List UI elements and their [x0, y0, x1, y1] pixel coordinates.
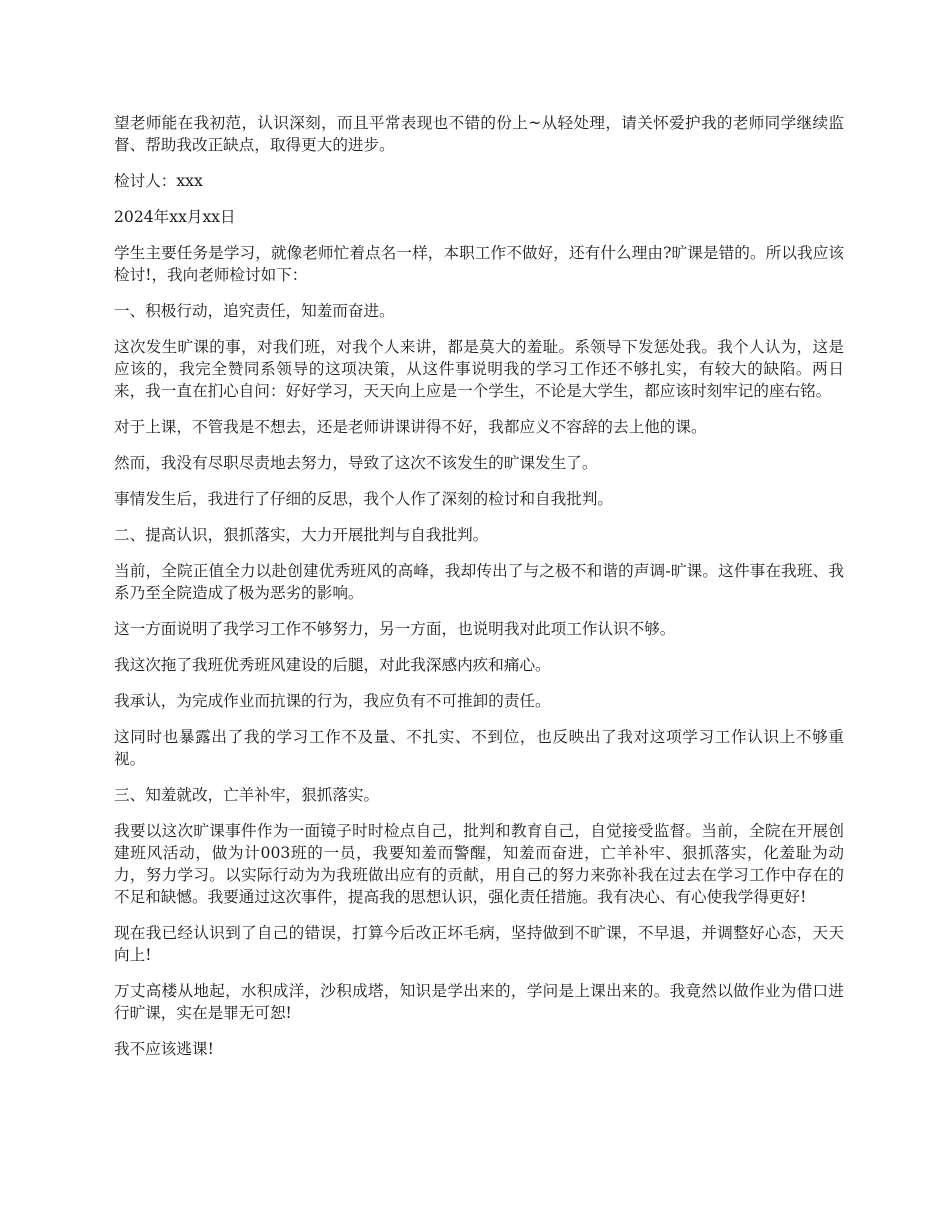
section-heading-1: 一、积极行动，追究责任，知羞而奋进。: [114, 302, 395, 320]
paragraph-body: 我这次拖了我班优秀班风建设的后腿，对此我深感内疚和痛心。: [114, 656, 551, 674]
paragraph-body: 这一方面说明了我学习工作不够努力，另一方面，也说明我对此项工作认识不够。: [114, 620, 676, 638]
paragraph-intro: 学生主要任务是学习，就像老师忙着点名一样，本职工作不做好，还有什么理由?旷课是错的。所以我应该检讨!，我向老师检讨如下：: [114, 244, 844, 284]
paragraph-body: 事情发生后，我进行了仔细的反思，我个人作了深刻的检讨和自我批判。: [114, 490, 614, 508]
document-page: [114, 112, 844, 1074]
paragraph-body: 我承认，为完成作业而抗课的行为，我应负有不可推卸的责任。: [114, 692, 551, 710]
paragraph-body: 然而，我没有尽职尽责地去努力，导致了这次不该发生的旷课发生了。: [114, 454, 598, 472]
paragraph-body: 我要以这次旷课事件作为一面镜子时时检点自己，批判和教育自己，自觉接受监督。当前，全院在开展创建班风活动，做为计003班的一员，我要知羞而警醒，知羞而奋进，亡羊补牢、狠抓落实，化羞耻为动力，努力学习。以实际行动为为我班做出应有的贡献，用自己的努力来弥补我在过去在学习工作中存在的不足和缺憾。我要通过这次事件，提高我的思想认识，强化责任措施。我有决心、有心使我学得更好!: [114, 822, 844, 906]
paragraph-body: 万丈高楼从地起，水积成洋，沙积成塔，知识是学出来的，学问是上课出来的。我竟然以做作业为借口进行旷课，实在是罪无可恕!: [114, 982, 844, 1022]
paragraph-body: 这次发生旷课的事，对我们班，对我个人来讲，都是莫大的羞耻。系领导下发惩处我。我个人认为，这是应该的，我完全赞同系领导的这项决策，从这件事说明我的学习工作还不够扎实，有较大的缺陷。两日来，我一直在扪心自问：好好学习，天天向上应是一个学生，不论是大学生，都应该时刻牢记的座右铭。: [114, 338, 844, 400]
paragraph-body: 当前，全院正值全力以赴创建优秀班风的高峰，我却传出了与之极不和谐的声调-旷课。这件事在我班、我系乃至全院造成了极为恶劣的影响。: [114, 562, 844, 602]
paragraph-closing-request: 望老师能在我初范，认识深刻，而且平常表现也不错的份上~从轻处理，请关怀爱护我的老师同学继续监督、帮助我改正缺点，取得更大的进步。: [114, 114, 844, 154]
section-heading-3: 三、知羞就改，亡羊补牢，狠抓落实。: [114, 786, 380, 804]
section-heading-2: 二、提高认识，狠抓落实，大力开展批判与自我批判。: [114, 526, 489, 544]
paragraph-final: 我不应该逃课!: [114, 1040, 214, 1058]
paragraph-body: 对于上课，不管我是不想去，还是老师讲课讲得不好，我都应义不容辞的去上他的课。: [114, 418, 707, 436]
signature-line: 检讨人：xxx: [114, 172, 203, 190]
paragraph-body: 现在我已经认识到了自己的错误，打算今后改正坏毛病，坚持做到不旷课，不早退，并调整好心态，天天向上!: [114, 924, 844, 964]
date-line: 2024年xx月xx日: [114, 208, 236, 226]
paragraph-body: 这同时也暴露出了我的学习工作不及量、不扎实、不到位，也反映出了我对这项学习工作认识上不够重视。: [114, 728, 844, 768]
